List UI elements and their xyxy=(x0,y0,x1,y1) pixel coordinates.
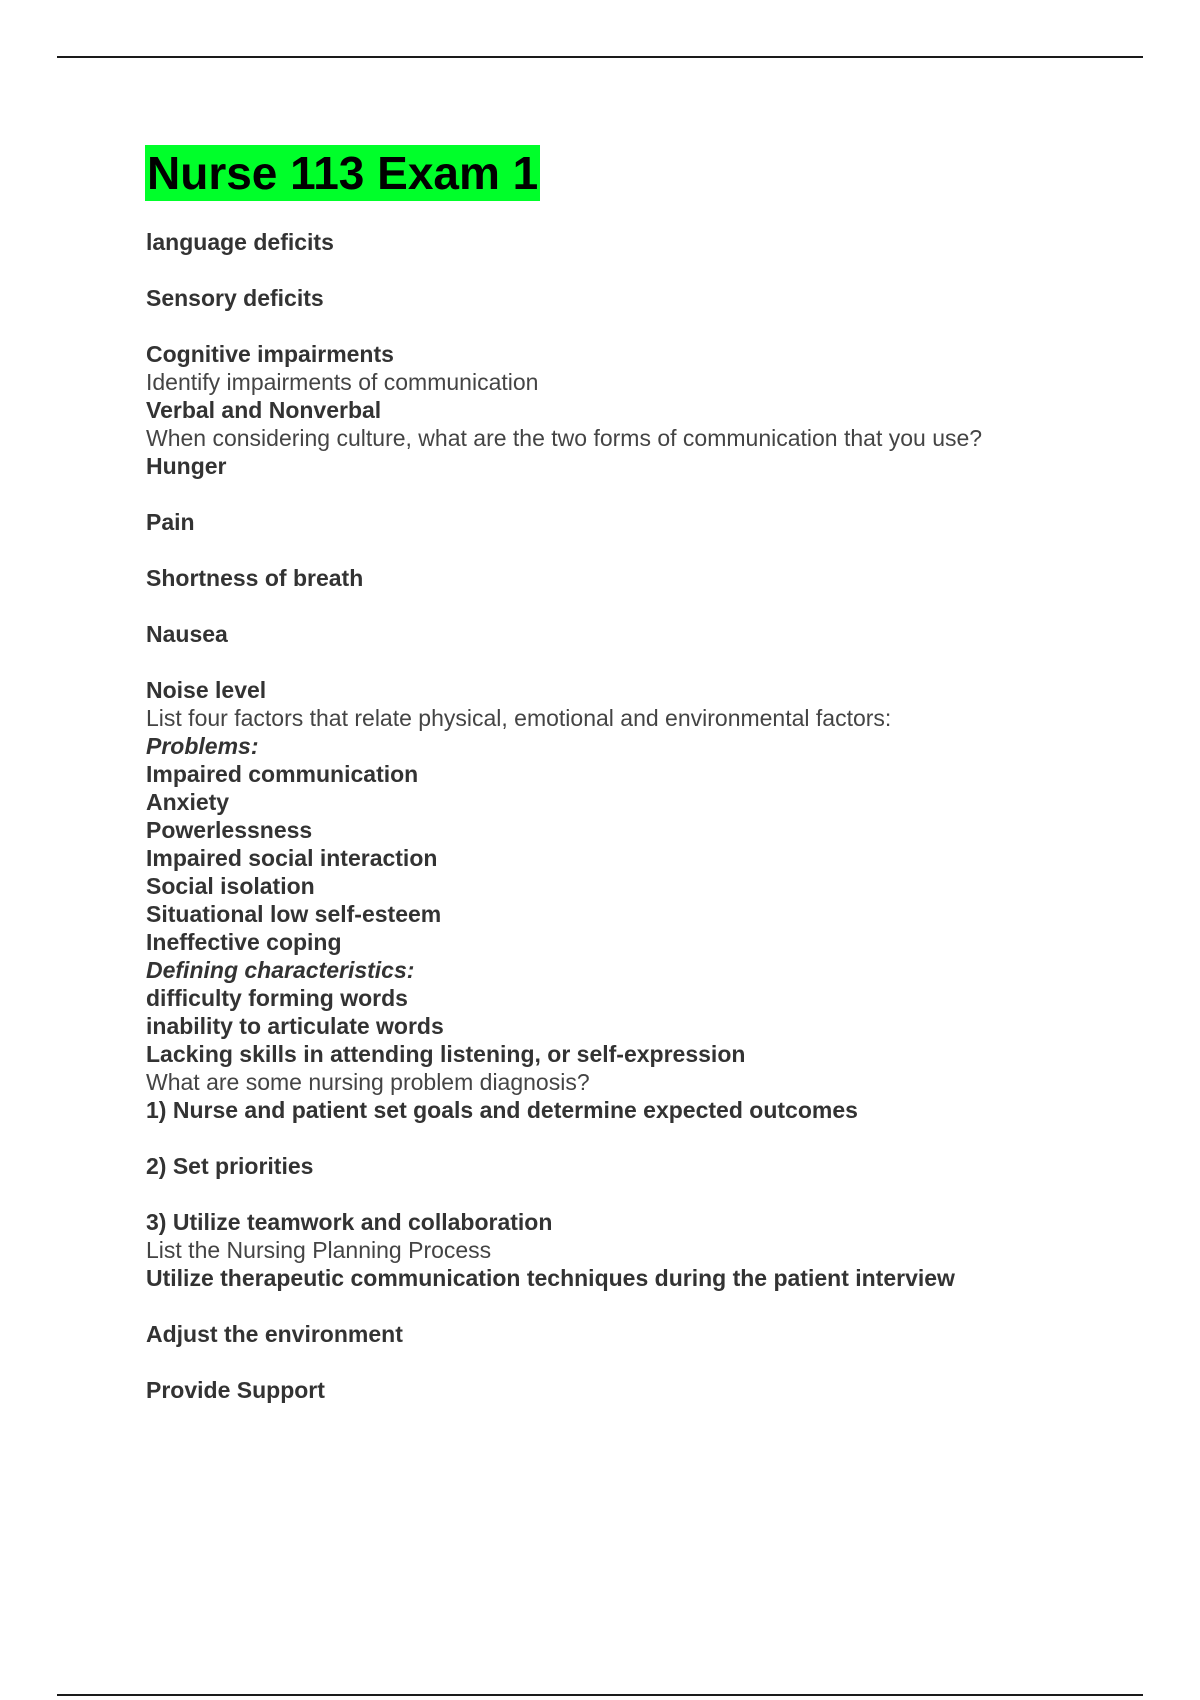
answer-line: Verbal and Nonverbal xyxy=(146,397,382,423)
answer-line: 1) Nurse and patient set goals and determine expected outcomes xyxy=(146,1097,858,1123)
answer-line: 2) Set priorities xyxy=(146,1153,314,1179)
question-line: Identify impairments of communication xyxy=(146,369,539,395)
question-line: What are some nursing problem diagnosis? xyxy=(146,1069,590,1095)
problems-heading: Problems: xyxy=(146,733,259,759)
problem-item: Ineffective coping xyxy=(146,929,342,955)
defining-item: Lacking skills in attending listening, or self-expression xyxy=(146,1041,746,1067)
document-body xyxy=(146,228,1146,1404)
answer-line: Pain xyxy=(146,509,195,535)
problem-item: Social isolation xyxy=(146,873,315,899)
question-line: List four factors that relate physical, emotional and environmental factors: xyxy=(146,705,892,731)
answer-line: language deficits xyxy=(146,229,334,255)
answer-line: Hunger xyxy=(146,453,227,479)
answer-line: Shortness of breath xyxy=(146,565,364,591)
answer-line: 3) Utilize teamwork and collaboration xyxy=(146,1209,553,1235)
problem-item: Impaired communication xyxy=(146,761,419,787)
bottom-rule xyxy=(57,1694,1143,1696)
answer-line: Provide Support xyxy=(146,1377,325,1403)
problem-item: Powerlessness xyxy=(146,817,313,843)
defining-heading: Defining characteristics: xyxy=(146,957,415,983)
problem-item: Situational low self-esteem xyxy=(146,901,442,927)
defining-item: inability to articulate words xyxy=(146,1013,444,1039)
answer-line: Utilize therapeutic communication techniques during the patient interview xyxy=(146,1265,955,1291)
document-title: Nurse 113 Exam 1 xyxy=(147,147,539,199)
defining-item: difficulty forming words xyxy=(146,985,408,1011)
answer-line: Cognitive impairments xyxy=(146,341,394,367)
question-line: When considering culture, what are the two forms of communication that you use? xyxy=(146,425,983,451)
answer-line: Noise level xyxy=(146,677,267,703)
top-rule xyxy=(57,56,1143,58)
answer-line: Nausea xyxy=(146,621,228,647)
question-line: List the Nursing Planning Process xyxy=(146,1237,492,1263)
problem-item: Impaired social interaction xyxy=(146,845,438,871)
answer-line: Sensory deficits xyxy=(146,285,324,311)
answer-line: Adjust the environment xyxy=(146,1321,403,1347)
problem-item: Anxiety xyxy=(146,789,230,815)
